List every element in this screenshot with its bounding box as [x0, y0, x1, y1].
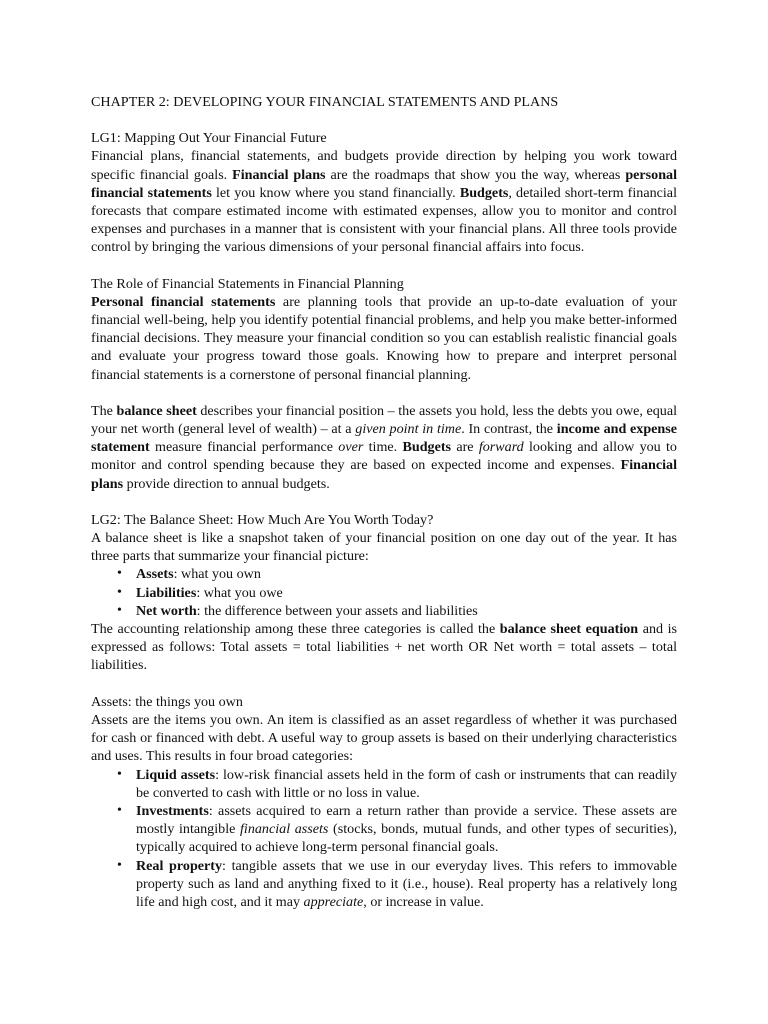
list-item: • Liabilities: what you owe [91, 584, 677, 602]
lg1-paragraph: Financial plans, financial statements, and budgets provide direction by helping you work toward specific financial goals. Financial plans are the roadmaps that show you the way, whereas personal financial statements let you know where you stand financially. Budgets, detailed short-term financial forecasts that compare estimated income with estimated expenses, allow you to monitor and control expenses and purchases in a manner that is consistent with your financial plans. All three tools provide control by bringing the various dimensions of your personal financial affairs into focus. [91, 148, 678, 256]
role-paragraph-2: The balance sheet describes your financial position – the assets you hold, less the debts you owe, equal your net worth (general level of wealth) – at a given point in time. In contrast, the income and expense statement measure financial performance over time. Budgets are forward looking and allow you to monitor and control spending because they are based on expected income and expenses. Financial plans provide direction to annual budgets. [91, 402, 677, 492]
list-item: • Real property: tangible assets that we use in our everyday lives. This refers to immovable property such as land and anything fixed to it (i.e., house). Real property has a relatively long life and high cost, and it may appreciate, or increase in value. [91, 857, 677, 912]
lg1-heading: LG1: Mapping Out Your Financial Future [91, 130, 327, 147]
section-role [91, 275, 677, 384]
list-item: • Investments: assets acquired to earn a return rather than provide a service. These assets are mostly intangible financial assets (stocks, bonds, mutual funds, and other types of securities), typically acquired to achieve long-term personal financial goals. [91, 802, 677, 857]
role-paragraph-1: Personal financial statements are planning tools that provide an up-to-date evaluation of your financial well-being, help you identify potential financial problems, and help you make better-informed financial decisions. They measure your financial condition so you can establish realistic financial goals and evaluate your progress toward those goals. Knowing how to prepare and interpret personal financial statements is a cornerstone of personal financial planning. [91, 293, 677, 383]
lg2-intro: A balance sheet is like a snapshot taken of your financial position on one day out of the year. It has three parts that summarize your financial picture: [91, 530, 677, 565]
asset-categories-list [91, 766, 677, 912]
assets-heading: Assets: the things you own [91, 693, 243, 710]
chapter-title: CHAPTER 2: DEVELOPING YOUR FINANCIAL STATEMENTS AND PLANS [91, 94, 559, 110]
section-role-2 [91, 402, 677, 493]
section-assets [91, 693, 677, 911]
list-item: • Net worth: the difference between your assets and liabilities [91, 602, 677, 620]
role-heading: The Role of Financial Statements in Financial Planning [91, 275, 404, 292]
assets-intro: Assets are the items you own. An item is classified as an asset regardless of whether it was purchased for cash or financed with debt. A useful way to group assets is based on their underlying characteristics and uses. This results in four broad categories: [91, 711, 677, 765]
lg2-heading: LG2: The Balance Sheet: How Much Are You Worth Today? [91, 511, 434, 528]
balance-sheet-parts-list [91, 565, 677, 620]
list-item: • Liquid assets: low-risk financial assets held in the form of cash or instruments that can readily be converted to cash with little or no loss in value. [91, 766, 677, 802]
list-item: • Assets: what you own [91, 565, 677, 583]
document-page [91, 93, 677, 911]
balance-sheet-equation-paragraph: The accounting relationship among these three categories is called the balance sheet equation and is expressed as follows: Total assets = total liabilities + net worth OR Net worth = total assets – total liabilities. [91, 621, 678, 674]
section-lg1 [91, 129, 677, 256]
section-lg2 [91, 511, 677, 675]
